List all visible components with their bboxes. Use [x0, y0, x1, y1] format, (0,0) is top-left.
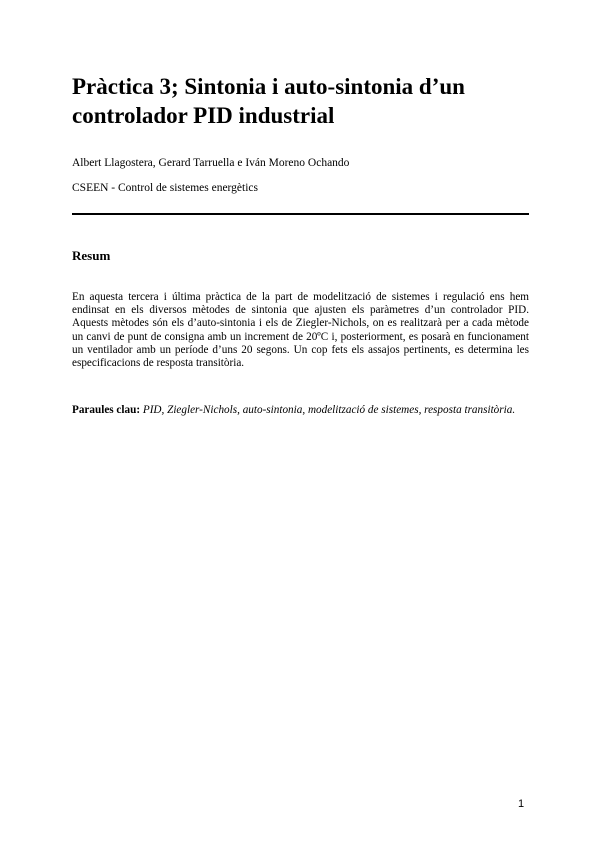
horizontal-divider [72, 213, 529, 215]
author-list: Albert Llagostera, Gerard Tarruella e Iván Moreno Ochando [72, 157, 350, 169]
abstract-text: En aquesta tercera i última pràctica de la part de modelització de sistemes i regulació ens hem endinsat en els diversos mètodes de sintonia que ajusten els paràmetres d’un controlador PID. Aquests mètodes són els d’auto-sintonia i els de Ziegler-Nichols, on es realitzarà per a cada mètode un canvi de punt de consigna amb un increment de 20ºC i, posteriorment, es posarà en funcionament un ventilador amb un període d’uns 20 segons. Un cop fets els assajos pertinents, es determina les especificacions de resposta transitòria. [72, 291, 529, 370]
keywords-label: Paraules clau: [72, 404, 141, 416]
abstract-heading: Resum [72, 248, 111, 263]
affiliation: CSEEN - Control de sistemes energètics [72, 182, 258, 194]
keywords-paragraph [72, 404, 529, 417]
paper-title: Pràctica 3; Sintonia i auto-sintonia d’un controlador PID industrial [72, 74, 465, 128]
page-number: 1 [518, 798, 525, 810]
keywords-list: PID, Ziegler-Nichols, auto-sintonia, modelització de sistemes, resposta transitòria. [142, 404, 516, 416]
